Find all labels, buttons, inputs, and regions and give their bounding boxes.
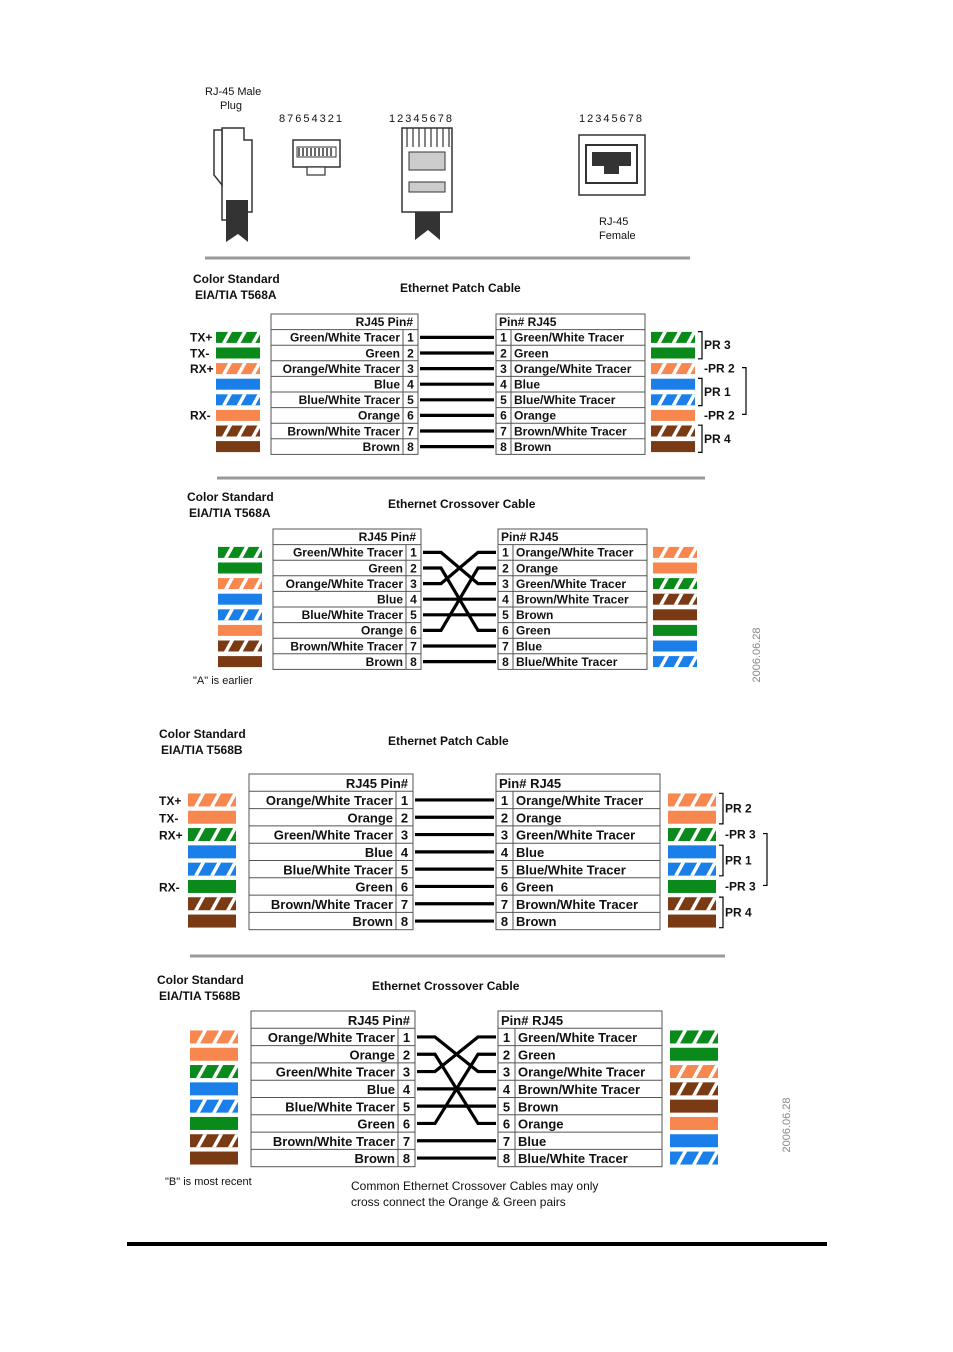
right-pin-number: 3 bbox=[500, 827, 509, 843]
right-pin-number: 7 bbox=[502, 639, 509, 654]
right-row-label: Brown/White Tracer bbox=[518, 1082, 641, 1097]
left-pin-number: 8 bbox=[407, 439, 414, 454]
pair-label: -PR 2 bbox=[704, 408, 735, 423]
left-wire-swatch bbox=[218, 578, 263, 589]
left-wire-swatch bbox=[190, 1152, 238, 1165]
bottom-note-line1: Common Ethernet Crossover Cables may only bbox=[351, 1179, 599, 1193]
right-wire-swatch bbox=[651, 379, 695, 390]
right-pin-number: 5 bbox=[502, 1099, 511, 1115]
right-row-label: Green/White Tracer bbox=[518, 1030, 638, 1046]
right-wire-swatch bbox=[651, 441, 695, 452]
right-wire-swatch bbox=[651, 363, 696, 374]
left-row-label: Orange/White Tracer bbox=[267, 1030, 395, 1046]
footnote: "B" is most recent bbox=[165, 1176, 252, 1188]
signal-label: RX+ bbox=[159, 828, 183, 843]
right-wire-swatch bbox=[670, 1065, 719, 1078]
left-pin-number: 6 bbox=[410, 623, 417, 638]
left-pin-number: 7 bbox=[400, 896, 409, 912]
left-row-label: Brown/White Tracer bbox=[270, 896, 393, 912]
left-row-label: Green bbox=[368, 561, 403, 576]
right-pin-number: 2 bbox=[500, 810, 509, 826]
signal-label: RX+ bbox=[190, 361, 214, 376]
right-pin-number: 7 bbox=[502, 1133, 511, 1149]
pair-label: -PR 3 bbox=[725, 879, 756, 894]
left-wire-swatch bbox=[218, 547, 263, 558]
right-row-label: Blue/White Tracer bbox=[516, 654, 618, 669]
left-row-label: Brown bbox=[365, 654, 403, 669]
right-row-label: Orange/White Tracer bbox=[518, 1064, 646, 1080]
right-pin-number: 4 bbox=[502, 592, 509, 607]
left-pin-number: 7 bbox=[410, 639, 417, 654]
left-pin-number: 7 bbox=[402, 1133, 411, 1149]
right-table-header: Pin# RJ45 bbox=[499, 775, 562, 791]
standard-name: EIA/TIA T568B bbox=[159, 989, 241, 1003]
left-pin-number: 2 bbox=[407, 346, 414, 361]
left-row-label: Green/White Tracer bbox=[292, 545, 403, 560]
left-wire-swatch bbox=[216, 426, 261, 437]
left-row-label: Blue/White Tracer bbox=[283, 862, 393, 878]
left-pin-number: 6 bbox=[407, 408, 414, 423]
right-pin-number: 6 bbox=[502, 1116, 511, 1132]
left-wire-swatch bbox=[188, 811, 236, 824]
left-row-label: Green bbox=[365, 346, 400, 361]
right-row-label: Blue bbox=[518, 1133, 547, 1149]
right-pin-number: 4 bbox=[500, 845, 509, 860]
left-row-label: Blue bbox=[366, 1082, 395, 1097]
right-wire-swatch bbox=[651, 348, 695, 359]
female-pin-numbers: 12345678 bbox=[579, 113, 644, 125]
right-row-label: Orange bbox=[516, 810, 562, 826]
right-wire-swatch bbox=[653, 625, 697, 636]
left-pin-number: 5 bbox=[400, 862, 409, 878]
left-wire-swatch bbox=[216, 348, 260, 359]
left-row-label: Orange/White Tracer bbox=[265, 793, 393, 809]
right-pin-number: 1 bbox=[502, 545, 509, 560]
right-wire-swatch bbox=[668, 811, 716, 824]
signal-label: TX- bbox=[190, 346, 210, 361]
left-row-label: Blue bbox=[376, 592, 403, 607]
pair-label: -PR 3 bbox=[725, 827, 756, 842]
right-row-label: Orange/White Tracer bbox=[516, 793, 644, 809]
left-pin-number: 8 bbox=[400, 914, 409, 930]
right-wire-swatch bbox=[653, 656, 698, 667]
left-wire-swatch bbox=[218, 594, 262, 605]
right-row-label: Blue bbox=[516, 639, 543, 654]
pin-numbers-reverse: 87654321 bbox=[279, 113, 344, 125]
right-pin-number: 5 bbox=[500, 393, 507, 408]
left-wire-swatch bbox=[218, 609, 263, 620]
pair-label: PR 1 bbox=[704, 385, 731, 399]
right-wire-swatch bbox=[651, 332, 696, 343]
footnote: "A" is earlier bbox=[193, 675, 253, 687]
left-wire-swatch bbox=[216, 410, 260, 421]
right-wire-swatch bbox=[670, 1134, 718, 1147]
left-pin-number: 8 bbox=[410, 654, 417, 669]
signal-label: TX+ bbox=[190, 330, 213, 345]
left-wire-swatch bbox=[218, 656, 262, 667]
left-wire-swatch bbox=[216, 394, 261, 405]
left-wire-swatch bbox=[190, 1082, 238, 1095]
section-t568b-patch bbox=[159, 727, 767, 930]
right-row-label: Green bbox=[516, 623, 551, 638]
right-row-label: Blue/White Tracer bbox=[514, 393, 616, 408]
pair-label: PR 3 bbox=[704, 338, 731, 353]
right-pin-number: 2 bbox=[500, 346, 507, 361]
right-pin-number: 1 bbox=[502, 1030, 511, 1046]
left-wire-swatch bbox=[188, 845, 236, 858]
right-wire-swatch bbox=[668, 915, 716, 928]
signal-label: TX- bbox=[159, 811, 179, 826]
right-wire-swatch bbox=[670, 1030, 719, 1043]
left-row-label: Orange bbox=[360, 623, 403, 638]
right-wire-swatch bbox=[670, 1152, 719, 1165]
right-wire-swatch bbox=[653, 609, 697, 620]
right-wire-swatch bbox=[668, 897, 717, 910]
left-pin-number: 3 bbox=[407, 361, 414, 376]
standard-name: EIA/TIA T568A bbox=[195, 288, 277, 302]
right-row-label: Blue bbox=[516, 845, 545, 860]
date-stamp: 2006.06.28 bbox=[751, 627, 763, 683]
left-wire-swatch bbox=[190, 1134, 239, 1147]
left-row-label: Brown bbox=[354, 1151, 395, 1167]
left-row-label: Orange bbox=[349, 1047, 395, 1063]
cable-title: Ethernet Crossover Cable bbox=[372, 979, 520, 993]
left-row-label: Brown/White Tracer bbox=[290, 639, 403, 654]
right-pin-number: 1 bbox=[500, 330, 507, 345]
right-pin-number: 3 bbox=[500, 361, 507, 376]
left-row-label: Green/White Tracer bbox=[275, 1064, 395, 1080]
right-wire-swatch bbox=[670, 1048, 718, 1061]
left-wire-swatch bbox=[190, 1100, 239, 1113]
right-wire-swatch bbox=[653, 641, 697, 652]
right-pin-number: 3 bbox=[502, 576, 509, 591]
right-row-label: Green/White Tracer bbox=[514, 330, 625, 345]
right-row-label: Orange bbox=[518, 1116, 564, 1132]
right-row-label: Brown/White Tracer bbox=[514, 424, 627, 439]
left-table-header: RJ45 Pin# bbox=[355, 315, 413, 330]
left-pin-number: 6 bbox=[402, 1116, 411, 1132]
left-pin-number: 8 bbox=[402, 1151, 411, 1167]
left-pin-number: 5 bbox=[402, 1099, 411, 1115]
left-pin-number: 5 bbox=[410, 608, 417, 623]
left-table-header: RJ45 Pin# bbox=[358, 530, 416, 545]
pair-label: PR 2 bbox=[725, 801, 752, 816]
section-t568a-patch bbox=[190, 272, 746, 454]
female-jack-label-line2: Female bbox=[599, 230, 636, 242]
right-wire-swatch bbox=[668, 828, 717, 841]
right-wire-swatch bbox=[670, 1082, 719, 1095]
right-row-label: Orange/White Tracer bbox=[516, 545, 634, 560]
left-pin-number: 1 bbox=[400, 793, 409, 809]
left-row-label: Green bbox=[357, 1116, 395, 1132]
left-wire-swatch bbox=[188, 863, 237, 876]
right-pin-number: 7 bbox=[500, 424, 507, 439]
wiring-sections bbox=[157, 272, 793, 1188]
left-row-label: Brown/White Tracer bbox=[287, 424, 400, 439]
right-pin-number: 4 bbox=[502, 1082, 511, 1097]
male-plug-label-line1: RJ-45 Male bbox=[205, 86, 262, 98]
right-row-label: Orange bbox=[516, 561, 559, 576]
right-row-label: Blue bbox=[514, 377, 541, 392]
right-pin-number: 5 bbox=[502, 608, 509, 623]
right-wire-swatch bbox=[670, 1117, 718, 1130]
right-wire-swatch bbox=[668, 793, 717, 806]
left-row-label: Green/White Tracer bbox=[273, 827, 393, 843]
cable-title: Ethernet Patch Cable bbox=[400, 281, 521, 295]
right-wire-swatch bbox=[651, 410, 695, 421]
pair-label: -PR 2 bbox=[704, 361, 735, 376]
color-standard-label: Color Standard bbox=[159, 727, 246, 741]
left-pin-number: 2 bbox=[400, 810, 409, 826]
right-row-label: Blue/White Tracer bbox=[518, 1151, 628, 1167]
pair-label: PR 1 bbox=[725, 853, 752, 868]
left-row-label: Blue bbox=[364, 845, 393, 860]
right-row-label: Brown/White Tracer bbox=[516, 896, 639, 912]
left-pin-number: 3 bbox=[410, 576, 417, 591]
left-row-label: Orange bbox=[347, 810, 393, 826]
right-pin-number: 6 bbox=[500, 879, 509, 895]
right-table-header: Pin# RJ45 bbox=[499, 315, 557, 330]
left-wire-swatch bbox=[218, 641, 263, 652]
left-row-label: Green/White Tracer bbox=[289, 330, 400, 345]
left-row-label: Brown bbox=[362, 439, 400, 454]
right-pin-number: 6 bbox=[500, 408, 507, 423]
right-row-label: Brown bbox=[516, 608, 554, 623]
right-pin-number: 8 bbox=[502, 654, 509, 669]
left-wire-swatch bbox=[188, 793, 237, 806]
right-wire-swatch bbox=[651, 426, 696, 437]
color-standard-label: Color Standard bbox=[193, 272, 280, 286]
right-row-label: Green/White Tracer bbox=[516, 827, 636, 843]
section-t568a-cross bbox=[187, 490, 763, 687]
right-pin-number: 4 bbox=[500, 377, 507, 392]
left-row-label: Blue/White Tracer bbox=[301, 608, 403, 623]
right-wire-swatch bbox=[668, 845, 716, 858]
right-wire-swatch bbox=[668, 880, 716, 893]
left-pin-number: 4 bbox=[410, 592, 417, 607]
left-wire-swatch bbox=[190, 1065, 239, 1078]
left-row-label: Orange/White Tracer bbox=[282, 361, 400, 376]
left-wire-swatch bbox=[190, 1048, 238, 1061]
right-wire-swatch bbox=[653, 578, 698, 589]
plug-illustrations bbox=[205, 86, 645, 242]
left-wire-swatch bbox=[216, 379, 260, 390]
right-row-label: Blue/White Tracer bbox=[516, 862, 626, 878]
right-row-label: Green/White Tracer bbox=[516, 576, 627, 591]
right-row-label: Brown bbox=[518, 1099, 559, 1115]
pin-numbers-forward: 12345678 bbox=[389, 113, 454, 125]
left-pin-number: 1 bbox=[402, 1030, 411, 1046]
left-pin-number: 4 bbox=[407, 377, 414, 392]
left-pin-number: 3 bbox=[400, 827, 409, 843]
male-plug-label-line2: Plug bbox=[220, 100, 243, 112]
right-pin-number: 8 bbox=[500, 439, 507, 454]
left-row-label: Blue/White Tracer bbox=[298, 393, 400, 408]
left-row-label: Orange bbox=[357, 408, 400, 423]
left-wire-swatch bbox=[218, 563, 262, 574]
right-pin-number: 2 bbox=[502, 561, 509, 576]
right-wire-swatch bbox=[668, 863, 717, 876]
color-standard-label: Color Standard bbox=[187, 490, 274, 504]
bottom-note-line2: cross connect the Orange & Green pairs bbox=[351, 1195, 566, 1209]
left-pin-number: 6 bbox=[400, 879, 409, 895]
female-jack-label-line1: RJ-45 bbox=[599, 216, 629, 228]
left-pin-number: 1 bbox=[410, 545, 417, 560]
left-pin-number: 3 bbox=[402, 1064, 411, 1080]
left-wire-swatch bbox=[188, 897, 237, 910]
right-pin-number: 3 bbox=[502, 1064, 511, 1080]
standard-name: EIA/TIA T568A bbox=[189, 506, 271, 520]
plug-top-view-icon bbox=[402, 128, 452, 240]
cable-title: Ethernet Crossover Cable bbox=[388, 497, 536, 511]
left-wire-swatch bbox=[190, 1117, 238, 1130]
left-wire-swatch bbox=[216, 332, 261, 343]
right-pin-number: 8 bbox=[502, 1151, 511, 1167]
date-stamp: 2006.06.28 bbox=[781, 1097, 793, 1153]
right-wire-swatch bbox=[670, 1100, 718, 1113]
male-plug-side-icon bbox=[214, 128, 252, 242]
right-pin-number: 6 bbox=[502, 623, 509, 638]
left-row-label: Blue bbox=[373, 377, 400, 392]
left-table-header: RJ45 Pin# bbox=[347, 1012, 410, 1028]
right-row-label: Brown bbox=[516, 914, 557, 930]
right-wire-swatch bbox=[653, 547, 698, 558]
left-pin-number: 1 bbox=[407, 330, 414, 345]
standard-name: EIA/TIA T568B bbox=[161, 743, 243, 757]
left-pin-number: 2 bbox=[410, 561, 417, 576]
right-pin-number: 8 bbox=[500, 914, 509, 930]
pair-label: PR 4 bbox=[725, 905, 752, 920]
female-jack-icon bbox=[579, 135, 645, 195]
right-row-label: Green bbox=[516, 879, 554, 895]
left-wire-swatch bbox=[216, 441, 260, 452]
signal-label: RX- bbox=[159, 880, 180, 895]
left-pin-number: 7 bbox=[407, 424, 414, 439]
right-pin-number: 1 bbox=[500, 793, 509, 809]
left-pin-number: 4 bbox=[402, 1082, 411, 1097]
left-pin-number: 2 bbox=[402, 1047, 411, 1063]
pair-label: PR 4 bbox=[704, 431, 731, 446]
left-pin-number: 5 bbox=[407, 393, 414, 408]
right-row-label: Orange/White Tracer bbox=[514, 361, 632, 376]
left-wire-swatch bbox=[190, 1030, 239, 1043]
right-row-label: Brown bbox=[514, 439, 552, 454]
right-wire-swatch bbox=[653, 594, 698, 605]
left-wire-swatch bbox=[188, 880, 236, 893]
signal-label: TX+ bbox=[159, 794, 182, 809]
right-pin-number: 5 bbox=[500, 862, 509, 878]
left-wire-swatch bbox=[188, 828, 237, 841]
left-wire-swatch bbox=[218, 625, 262, 636]
left-wire-swatch bbox=[188, 915, 236, 928]
plug-end-view-icon bbox=[293, 140, 340, 175]
section-t568b-cross bbox=[157, 973, 793, 1188]
color-standard-label: Color Standard bbox=[157, 973, 244, 987]
left-pin-number: 4 bbox=[400, 845, 409, 860]
right-row-label: Green bbox=[518, 1047, 556, 1063]
right-pin-number: 7 bbox=[500, 896, 509, 912]
left-wire-swatch bbox=[216, 363, 261, 374]
left-row-label: Brown/White Tracer bbox=[272, 1133, 395, 1149]
right-row-label: Brown/White Tracer bbox=[516, 592, 629, 607]
right-row-label: Green bbox=[514, 346, 549, 361]
right-wire-swatch bbox=[651, 394, 696, 405]
left-row-label: Brown bbox=[352, 914, 393, 930]
left-row-label: Orange/White Tracer bbox=[285, 576, 403, 591]
cable-title: Ethernet Patch Cable bbox=[388, 734, 509, 748]
right-wire-swatch bbox=[653, 563, 697, 574]
right-table-header: Pin# RJ45 bbox=[501, 530, 559, 545]
right-row-label: Orange bbox=[514, 408, 557, 423]
right-pin-number: 2 bbox=[502, 1047, 511, 1063]
page-footer-rule bbox=[127, 1242, 827, 1246]
left-table-header: RJ45 Pin# bbox=[345, 775, 408, 791]
left-row-label: Blue/White Tracer bbox=[285, 1099, 395, 1115]
signal-label: RX- bbox=[190, 408, 211, 423]
right-table-header: Pin# RJ45 bbox=[501, 1012, 564, 1028]
left-row-label: Green bbox=[355, 879, 393, 895]
